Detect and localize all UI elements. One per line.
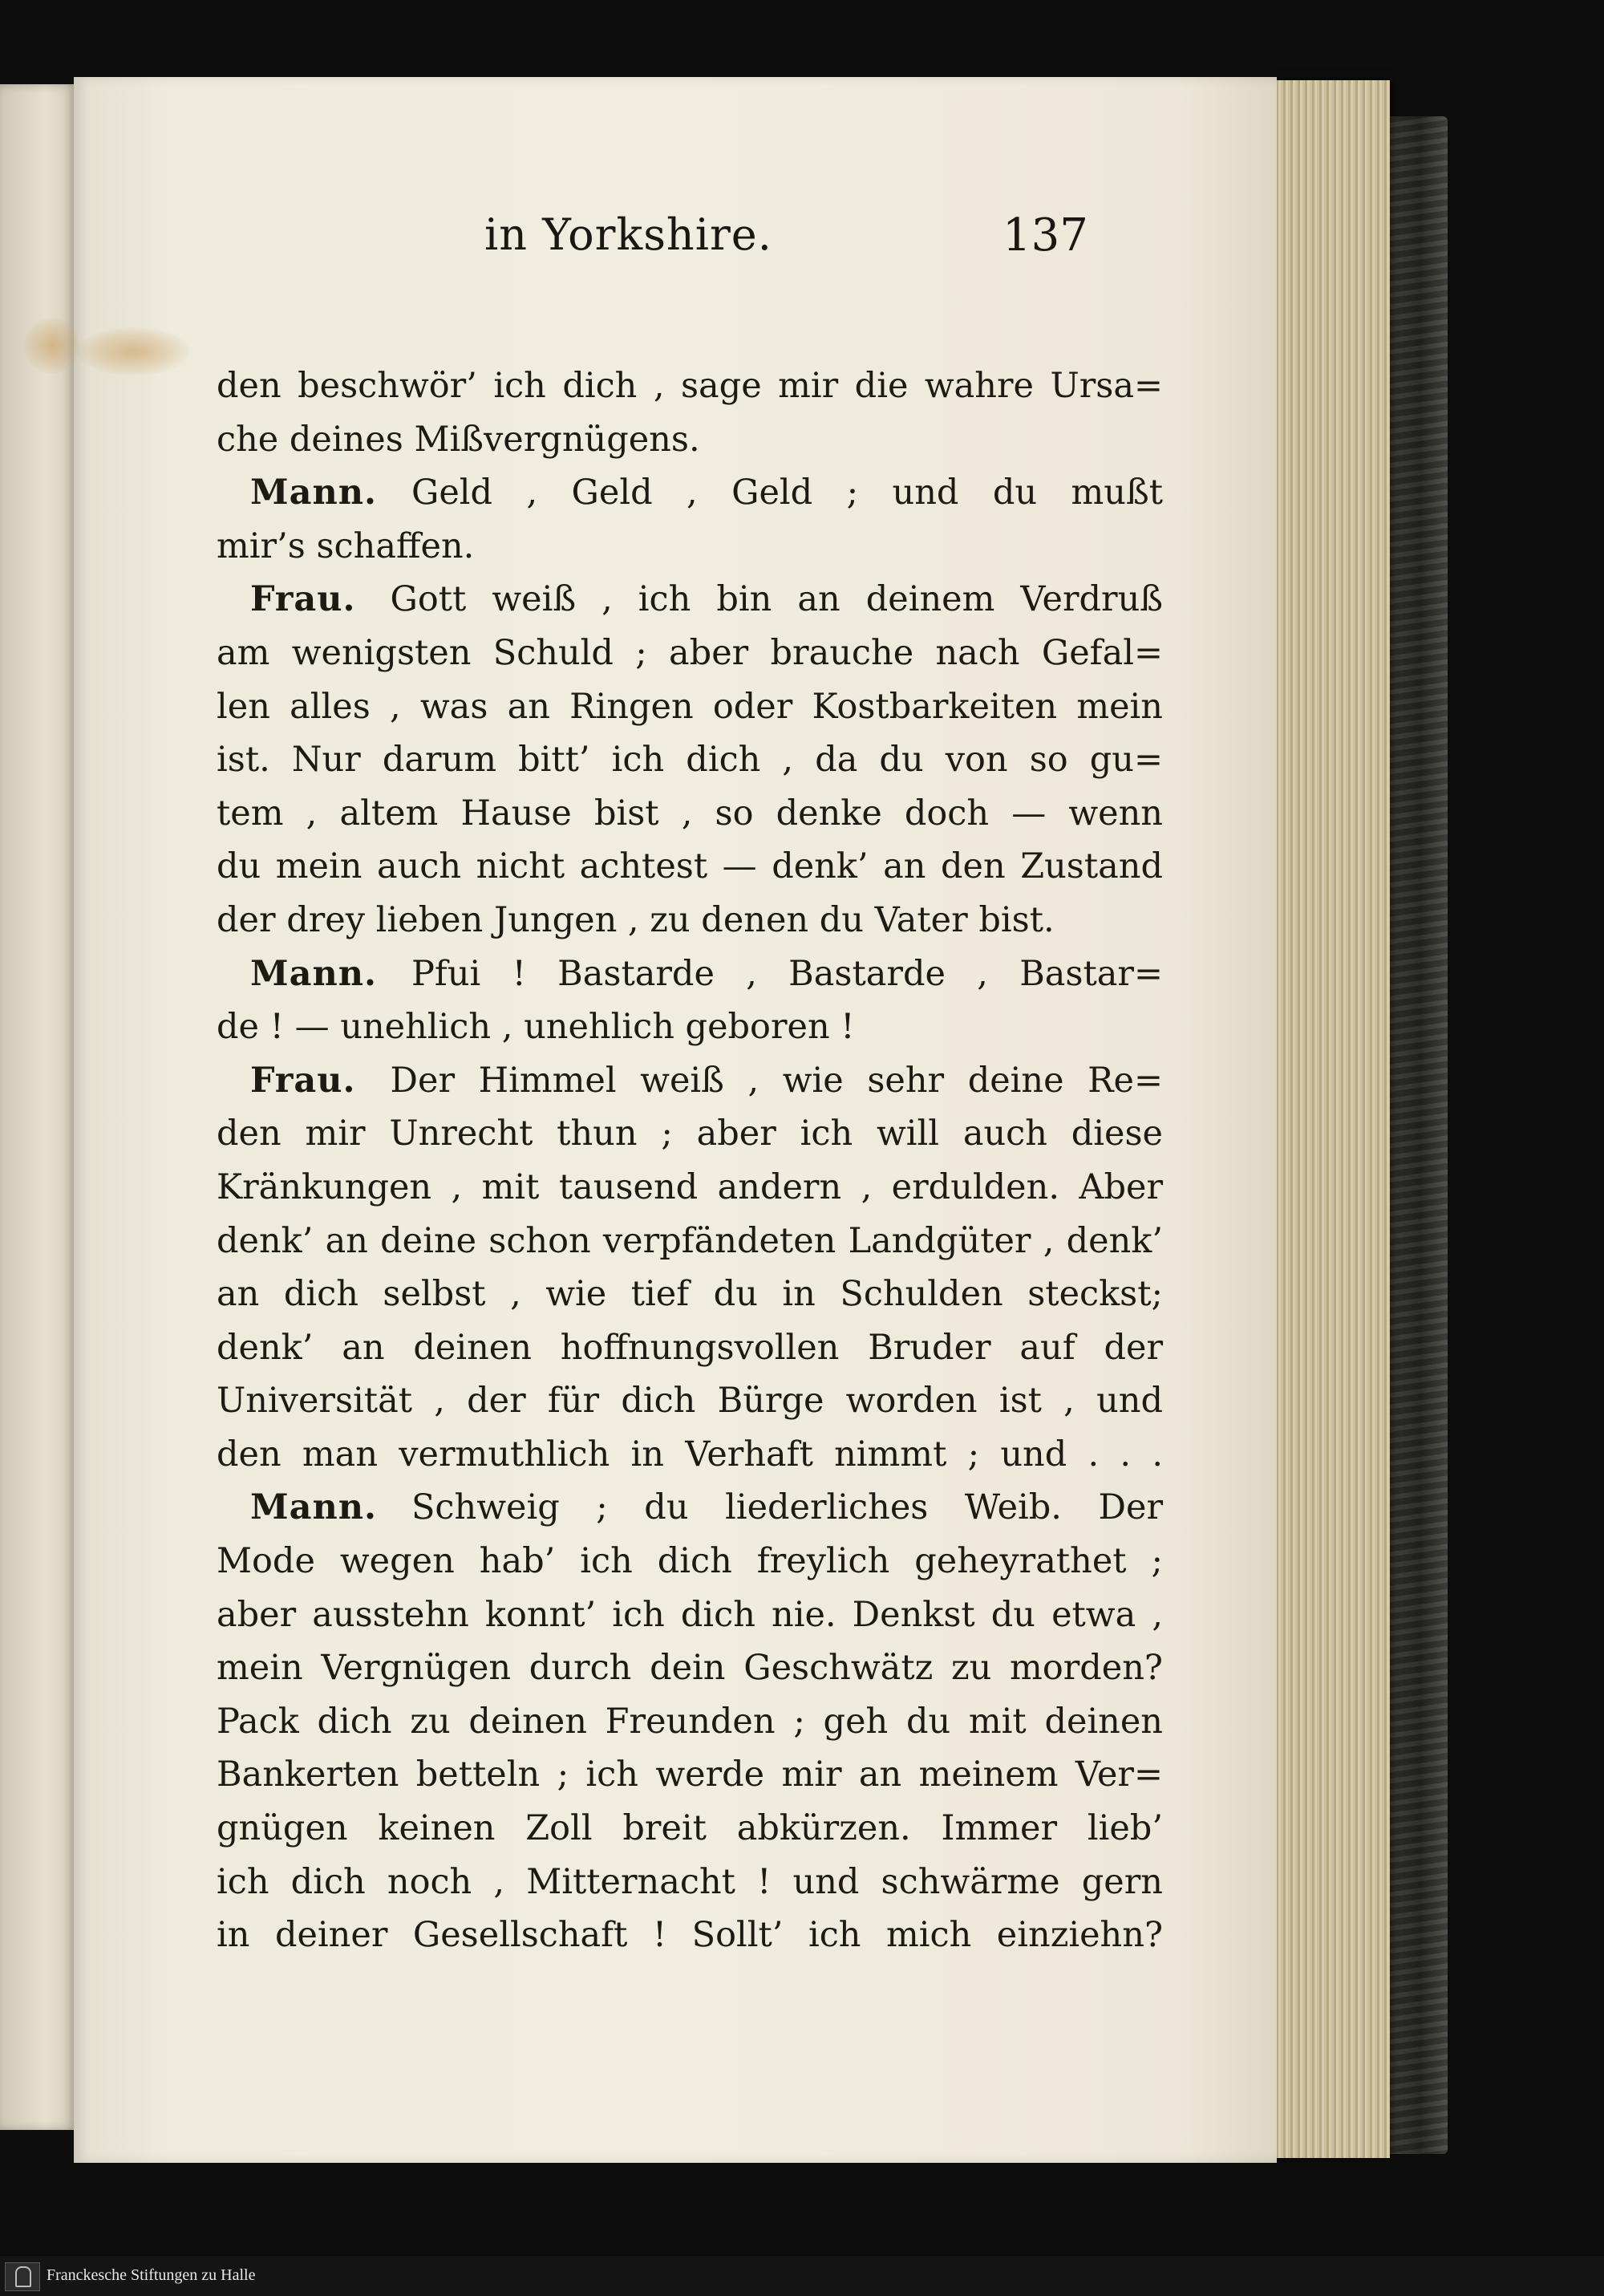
line-text: der drey lieben Jungen , zu denen du Vater bist. (217, 899, 1055, 940)
speaker-name: Frau. (250, 579, 356, 620)
line-text: den mir Unrecht thun ; aber ich will auch diese (217, 1114, 1163, 1154)
line-text: che deines Mißvergnügens. (217, 419, 700, 460)
line-text: mein Vergnügen durch dein Geschwätz zu morden? (217, 1648, 1163, 1689)
line-text: Gott weiß , ich bin an deinem Verdruß (390, 579, 1163, 620)
text-line (217, 1161, 1163, 1215)
text-line (217, 1856, 1163, 1909)
line-text: tem , altem Hause bist , so denke doch — wenn (217, 793, 1163, 834)
line-text: Pfui ! Bastarde , Bastarde , Bastar= (411, 953, 1163, 994)
text-line (217, 1481, 1163, 1535)
line-text: denk’ an deine schon verpfändeten Landgüter , denk’ (217, 1220, 1163, 1261)
page-number: 137 (1003, 209, 1088, 262)
speaker-name: Mann. (250, 473, 377, 513)
page-text (217, 359, 1163, 1962)
left-page-edge (0, 84, 76, 2130)
text-line (217, 520, 1163, 574)
line-text: Bankerten betteln ; ich werde mir an meinem Ver= (217, 1754, 1163, 1795)
line-text: len alles , was an Ringen oder Kostbarkeiten mein (217, 686, 1163, 727)
line-text: Schweig ; du liederliches Weib. Der (411, 1487, 1163, 1528)
institution-logo-icon (5, 2262, 40, 2291)
footer-bar (0, 2256, 1604, 2296)
line-text: Universität , der für dich Bürge worden ist , und (217, 1381, 1163, 1422)
text-line (217, 627, 1163, 680)
text-line (217, 1695, 1163, 1749)
paper-stain (24, 318, 80, 374)
paper-stain (77, 327, 189, 375)
line-text: in deiner Gesellschaft ! Sollt’ ich mich einziehn? (217, 1915, 1163, 1956)
text-line (217, 1588, 1163, 1642)
line-text: denk’ an deinen hoffnungsvollen Bruder auf der (217, 1327, 1163, 1368)
text-line (217, 1802, 1163, 1856)
book-page (74, 77, 1277, 2163)
line-text: Mode wegen hab’ ich dich freylich geheyrathet ; (217, 1541, 1163, 1582)
text-line (217, 1374, 1163, 1428)
line-text: de ! — unehlich , unehlich geboren ! (217, 1007, 855, 1048)
text-line (217, 1909, 1163, 1962)
footer-credit: Franckesche Stiftungen zu Halle (47, 2266, 256, 2284)
speaker-name: Mann. (250, 953, 377, 994)
line-text: du mein auch nicht achtest — denk’ an den Zustand (217, 846, 1163, 887)
text-line (217, 1215, 1163, 1268)
line-text: den man vermuthlich in Verhaft nimmt ; und . . . (217, 1434, 1163, 1475)
page-stack-edge (1274, 80, 1390, 2158)
text-line (217, 733, 1163, 787)
text-line (217, 787, 1163, 841)
line-text: den beschwör’ ich dich , sage mir die wahre Ursa= (217, 366, 1163, 406)
line-text: mir’s schaffen. (217, 525, 475, 566)
line-text: Geld , Geld , Geld ; und du mußt (411, 473, 1163, 513)
line-text: Pack dich zu deinen Freunden ; geh du mit deinen (217, 1701, 1163, 1742)
text-line (217, 1054, 1163, 1108)
text-line (217, 1428, 1163, 1482)
speaker-name: Mann. (250, 1487, 377, 1528)
text-line (217, 680, 1163, 734)
speaker-name: Frau. (250, 1060, 356, 1101)
text-line (217, 1107, 1163, 1161)
text-line (217, 894, 1163, 947)
line-text: Der Himmel weiß , wie sehr deine Re= (390, 1060, 1163, 1101)
text-line (217, 840, 1163, 894)
text-line (217, 1748, 1163, 1802)
line-text: ich dich noch , Mitternacht ! und schwärme gern (217, 1861, 1163, 1902)
line-text: an dich selbst , wie tief du in Schulden steckst; (217, 1274, 1163, 1315)
running-head: in Yorkshire. (484, 209, 772, 260)
line-text: am wenigsten Schuld ; aber brauche nach Gefal= (217, 632, 1163, 673)
line-text: Kränkungen , mit tausend andern , erdulden. Aber (217, 1166, 1163, 1207)
text-line (217, 947, 1163, 1001)
text-line (217, 573, 1163, 627)
text-line (217, 1268, 1163, 1321)
text-line (217, 466, 1163, 520)
text-line (217, 413, 1163, 467)
line-text: aber ausstehn konnt’ ich dich nie. Denkst du etwa , (217, 1594, 1163, 1635)
line-text: ist. Nur darum bitt’ ich dich , da du von so gu= (217, 740, 1163, 781)
page-header (74, 209, 1277, 282)
text-line (217, 1321, 1163, 1375)
text-line (217, 1641, 1163, 1695)
text-line (217, 359, 1163, 413)
line-text: gnügen keinen Zoll breit abkürzen. Immer lieb’ (217, 1808, 1163, 1849)
text-line (217, 1000, 1163, 1054)
text-line (217, 1535, 1163, 1588)
